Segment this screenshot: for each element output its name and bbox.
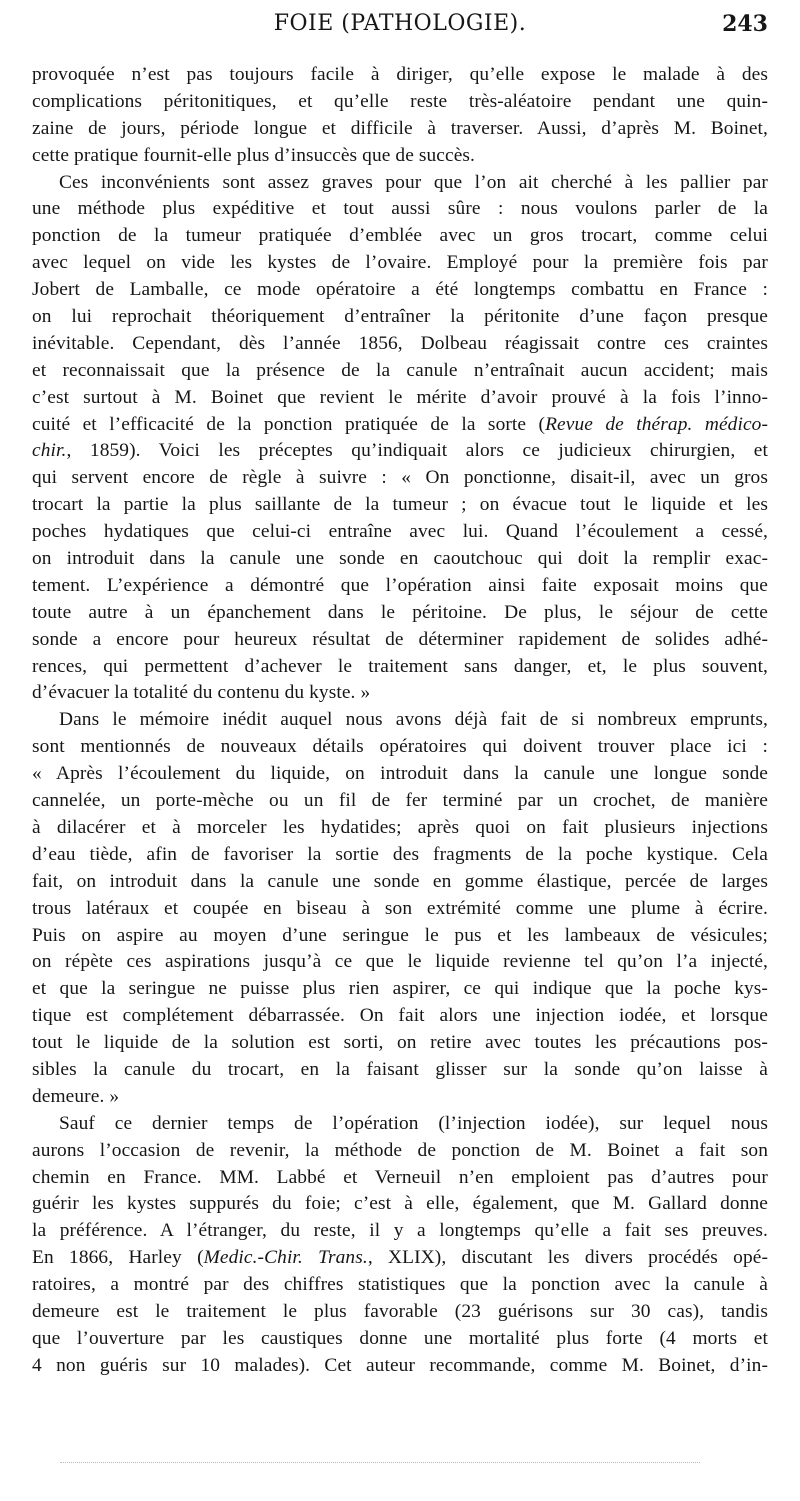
text-span: cuité et l’efficacité de la ponction pratiquée de la sorte ( [32, 413, 546, 435]
text-span: que l’ouverture par les caustiques donne une mortalité plus forte (4 morts et [32, 1327, 768, 1349]
text-line [32, 1353, 768, 1380]
text-span: demeure. » [32, 1085, 120, 1107]
text-span: zaine de jours, période longue et difficile à traverser. Aussi, d’après M. Boinet, [32, 117, 768, 139]
text-line [32, 331, 768, 358]
text-line [32, 196, 768, 223]
text-span: guérir les kystes suppurés du foie; c’est à elle, également, que M. Gallard donne [32, 1193, 768, 1215]
text-span: ponction de la tumeur pratiquée d’emblée avec un gros trocart, comme celui [32, 225, 768, 247]
text-line [32, 1299, 768, 1326]
text-span: Dans le mémoire inédit auquel nous avons déjà fait de si nombreux emprunts, [59, 709, 768, 731]
text-span: chemin en France. MM. Labbé et Verneuil n’en emploient pas d’autres pour [32, 1166, 768, 1188]
text-span: qui servent encore de règle à suivre : « On ponctionne, disait-il, avec un gros [32, 467, 768, 489]
text-span: tout le liquide de la solution est sorti, on retire avec toutes les précautions pos- [32, 1032, 768, 1054]
text-span: on introduit dans la canule une sonde en caoutchouc qui doit la remplir exac- [32, 548, 768, 570]
text-span: « Après l’écoulement du liquide, on introduit dans la canule une longue sonde [32, 763, 768, 785]
text-span: d’évacuer la totalité du contenu du kyste. » [32, 682, 371, 704]
text-line [32, 600, 768, 627]
text-line [32, 1326, 768, 1353]
body-text [32, 62, 768, 1380]
text-span: cannelée, un porte-mèche ou un fil de fer terminé par un crochet, de manière [32, 790, 768, 812]
text-span: , 1859). Voici les préceptes qu’indiquait alors ce judicieux chirurgien, et [66, 440, 768, 462]
text-span: fait, on introduit dans la canule une sonde en gomme élastique, percée de larges [32, 870, 768, 892]
text-span: poches hydatiques que celui-ci entraîne avec lui. Quand l’écoulement a cessé, [32, 521, 768, 543]
text-line [32, 546, 768, 573]
text-span: provoquée n’est pas toujours facile à diriger, qu’elle expose le malade à des [32, 64, 768, 85]
text-line [32, 277, 768, 304]
text-line [32, 654, 768, 681]
text-span: sont mentionnés de nouveaux détails opératoires qui doivent trouver place ici : [32, 736, 768, 758]
text-line [32, 1111, 768, 1138]
text-span: Puis on aspire au moyen d’une seringue le pus et les lambeaux de vésicules; [32, 924, 768, 946]
text-line [32, 143, 768, 170]
page-header [32, 6, 768, 42]
text-span: la préférence. A l’étranger, du reste, il y a longtemps qu’elle a fait ses preuves. [32, 1220, 768, 1242]
text-line [32, 815, 768, 842]
text-line [32, 465, 768, 492]
text-line [32, 519, 768, 546]
text-line [32, 438, 768, 465]
text-span: complications péritonitiques, et qu’elle reste très-aléatoire pendant une quin- [32, 90, 768, 112]
page-number: 243 [722, 11, 768, 37]
text-line [32, 89, 768, 116]
text-span: on lui reprochait théoriquement d’entraîner la péritonite d’une façon presque [32, 306, 768, 328]
text-line [32, 492, 768, 519]
text-line [32, 1165, 768, 1192]
text-span: sonde a encore pour heureux résultat de déterminer rapidement de solides adhé- [32, 628, 768, 650]
text-span: d’eau tiède, afin de favoriser la sortie des fragments de la poche kystique. Cela [32, 843, 768, 865]
text-line [32, 1245, 768, 1272]
text-line [32, 1138, 768, 1165]
text-span: une méthode plus expéditive et tout aussi sûre : nous voulons parler de la [32, 198, 768, 220]
italic-citation: Revue de thérap. médico- [545, 413, 769, 435]
text-line [32, 358, 768, 385]
text-span: 4 non guéris sur 10 malades). Cet auteur recommande, comme M. Boinet, d’in- [32, 1354, 768, 1376]
text-line [32, 976, 768, 1003]
text-span: cette pratique fournit-elle plus d’insuccès que de succès. [32, 144, 475, 166]
text-span: Ces inconvénients sont assez graves pour que l’on ait cherché à les pallier par [59, 171, 768, 193]
text-line [32, 842, 768, 869]
text-line [32, 896, 768, 923]
italic-citation: chir. [32, 440, 67, 462]
text-span: demeure est le traitement le plus favorable (23 guérisons sur 30 cas), tandis [32, 1300, 768, 1322]
text-span: , XLIX), discutant les divers procédés opé- [367, 1247, 769, 1269]
text-span: trocart la partie la plus saillante de la tumeur ; on évacue tout le liquide et les [32, 494, 768, 516]
text-span: on répète ces aspirations jusqu’à ce que le liquide revienne tel qu’on l’a injecté, [32, 951, 768, 973]
text-line [32, 1084, 768, 1111]
text-span: sibles la canule du trocart, en la faisant glisser sur la sonde qu’on laisse à [32, 1058, 768, 1080]
text-line [32, 869, 768, 896]
text-line [32, 1057, 768, 1084]
text-span: tique est complétement débarrassée. On fait alors une injection iodée, et lorsque [32, 1005, 768, 1027]
text-line [32, 761, 768, 788]
text-span: c’est surtout à M. Boinet que revient le mérite d’avoir prouvé à la fois l’inno- [32, 386, 768, 408]
text-line [32, 385, 768, 412]
text-span: tement. L’expérience a démontré que l’opération ainsi faite exposait moins que [32, 574, 768, 596]
text-span: Jobert de Lamballe, ce mode opératoire a été longtemps combattu en France : [32, 279, 768, 301]
text-span: ratoires, a montré par des chiffres statistiques que la ponction avec la canule à [32, 1274, 768, 1296]
text-line [32, 304, 768, 331]
text-line [32, 1218, 768, 1245]
text-line [32, 1191, 768, 1218]
italic-citation: Medic.-Chir. Trans. [203, 1247, 368, 1269]
text-span: aurons l’occasion de revenir, la méthode de ponction de M. Boinet a fait son [32, 1139, 768, 1161]
text-span: et reconnaissait que la présence de la canule n’entraînait aucun accident; mais [32, 359, 768, 381]
text-span: inévitable. Cependant, dès l’année 1856, Dolbeau réagissait contre ces craintes [32, 332, 768, 354]
text-line [32, 223, 768, 250]
text-line [32, 923, 768, 950]
text-line [32, 627, 768, 654]
running-title: FOIE (PATHOLOGIE). [273, 11, 527, 36]
text-line [32, 62, 768, 89]
text-span: avec lequel on vide les kystes de l’ovaire. Employé pour la première fois par [32, 252, 768, 274]
text-span: et que la seringue ne puisse plus rien aspirer, ce qui indique que la poche kys- [32, 978, 768, 1000]
text-span: à dilacérer et à morceler les hydatides; après quoi on fait plusieurs injections [32, 816, 768, 838]
text-line [32, 707, 768, 734]
text-line [32, 734, 768, 761]
text-line [32, 1003, 768, 1030]
text-line [32, 1272, 768, 1299]
text-line [32, 412, 768, 439]
text-line [32, 680, 768, 707]
text-span: En 1866, Harley ( [32, 1247, 204, 1269]
text-span: Sauf ce dernier temps de l’opération (l’injection iodée), sur lequel nous [59, 1112, 768, 1134]
text-line [32, 250, 768, 277]
bleed-through-trace [60, 1462, 700, 1465]
text-span: toute autre à un épanchement dans le péritoine. De plus, le séjour de cette [32, 601, 768, 623]
text-span: rences, qui permettent d’achever le traitement sans danger, et, le plus souvent, [32, 655, 768, 677]
text-line [32, 949, 768, 976]
text-line [32, 1030, 768, 1057]
text-line [32, 573, 768, 600]
text-line [32, 788, 768, 815]
text-line [32, 170, 768, 197]
text-span: trous latéraux et coupée en biseau à son extrémité comme une plume à écrire. [32, 897, 768, 919]
text-line [32, 116, 768, 143]
